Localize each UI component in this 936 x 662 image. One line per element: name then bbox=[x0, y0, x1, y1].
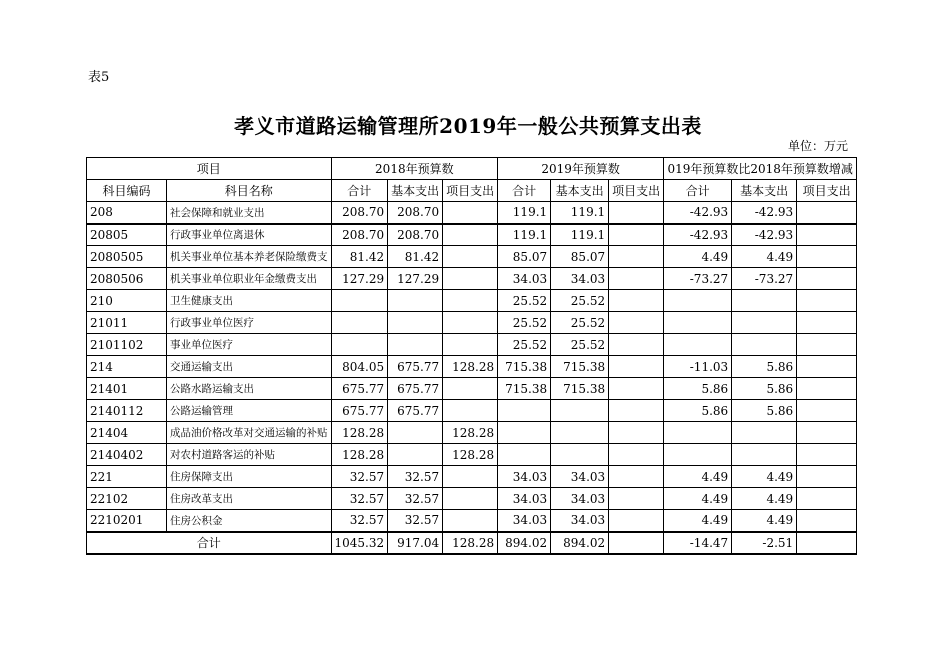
header-2018-project: 项目支出 bbox=[443, 180, 498, 202]
cell-2018-total: 32.57 bbox=[331, 466, 388, 488]
header-change: 019年预算数比2018年预算数增减 bbox=[664, 158, 857, 180]
header-2019-basic: 基本支出 bbox=[551, 180, 609, 202]
cell-code: 20805 bbox=[87, 224, 167, 246]
cell-2019-basic: 25.52 bbox=[551, 312, 609, 334]
cell-name: 交通运输支出 bbox=[167, 356, 332, 378]
cell-change-total: 4.49 bbox=[664, 488, 732, 510]
cell-change-total bbox=[664, 290, 732, 312]
cell-change-basic: 4.49 bbox=[732, 246, 797, 268]
cell-2018-total: 675.77 bbox=[331, 400, 388, 422]
cell-code: 214 bbox=[87, 356, 167, 378]
cell-name: 行政事业单位离退休 bbox=[167, 224, 332, 246]
total-change-project bbox=[797, 532, 857, 554]
table-row bbox=[87, 334, 857, 356]
page-title: 孝义市道路运输管理所2019年一般公共预算支出表 bbox=[234, 114, 702, 138]
cell-name: 公路运输管理 bbox=[167, 400, 332, 422]
header-2018-total: 合计 bbox=[331, 180, 388, 202]
cell-2019-project bbox=[609, 290, 664, 312]
cell-2019-basic: 119.1 bbox=[551, 224, 609, 246]
cell-change-basic: -73.27 bbox=[732, 268, 797, 290]
cell-change-total bbox=[664, 444, 732, 466]
cell-2018-project bbox=[443, 202, 498, 224]
table-row bbox=[87, 312, 857, 334]
cell-2018-total: 208.70 bbox=[331, 224, 388, 246]
cell-name: 对农村道路客运的补贴 bbox=[167, 444, 332, 466]
cell-change-project bbox=[797, 510, 857, 532]
table-row bbox=[87, 378, 857, 400]
cell-2018-total: 804.05 bbox=[331, 356, 388, 378]
cell-2018-project bbox=[443, 246, 498, 268]
cell-2019-total bbox=[498, 422, 551, 444]
cell-name: 机关事业单位职业年金缴费支出 bbox=[167, 268, 332, 290]
cell-change-basic bbox=[732, 444, 797, 466]
cell-2019-project bbox=[609, 246, 664, 268]
cell-2019-basic: 34.03 bbox=[551, 510, 609, 532]
cell-name: 住房改革支出 bbox=[167, 488, 332, 510]
cell-change-total: 4.49 bbox=[664, 246, 732, 268]
cell-2019-basic bbox=[551, 400, 609, 422]
table-row bbox=[87, 356, 857, 378]
cell-2019-total: 34.03 bbox=[498, 466, 551, 488]
cell-code: 221 bbox=[87, 466, 167, 488]
cell-2018-basic: 208.70 bbox=[388, 202, 443, 224]
cell-2018-basic: 675.77 bbox=[388, 378, 443, 400]
cell-2019-total: 715.38 bbox=[498, 378, 551, 400]
total-change-total: -14.47 bbox=[664, 532, 732, 554]
cell-2019-total: 34.03 bbox=[498, 510, 551, 532]
cell-change-basic bbox=[732, 290, 797, 312]
cell-change-project bbox=[797, 224, 857, 246]
cell-2019-total: 119.1 bbox=[498, 202, 551, 224]
total-2018-basic: 917.04 bbox=[388, 532, 443, 554]
total-2018-total: 1045.32 bbox=[331, 532, 388, 554]
budget-table bbox=[86, 157, 857, 555]
header-change-total: 合计 bbox=[664, 180, 732, 202]
cell-2019-basic bbox=[551, 444, 609, 466]
cell-change-project bbox=[797, 268, 857, 290]
cell-change-total: -73.27 bbox=[664, 268, 732, 290]
cell-name: 成品油价格改革对交通运输的补贴 bbox=[167, 422, 332, 444]
header-2018-basic: 基本支出 bbox=[388, 180, 443, 202]
cell-change-project bbox=[797, 422, 857, 444]
cell-2019-total bbox=[498, 400, 551, 422]
cell-change-total: -42.93 bbox=[664, 224, 732, 246]
cell-2018-basic: 32.57 bbox=[388, 466, 443, 488]
cell-2018-basic: 81.42 bbox=[388, 246, 443, 268]
cell-2018-basic bbox=[388, 334, 443, 356]
cell-code: 210 bbox=[87, 290, 167, 312]
cell-name: 社会保障和就业支出 bbox=[167, 202, 332, 224]
header-row-2 bbox=[87, 180, 857, 202]
cell-code: 208 bbox=[87, 202, 167, 224]
cell-2018-basic: 32.57 bbox=[388, 510, 443, 532]
cell-2018-project: 128.28 bbox=[443, 356, 498, 378]
cell-code: 22102 bbox=[87, 488, 167, 510]
cell-2018-total: 675.77 bbox=[331, 378, 388, 400]
cell-2018-project: 128.28 bbox=[443, 422, 498, 444]
cell-2018-total: 32.57 bbox=[331, 510, 388, 532]
cell-2018-total bbox=[331, 334, 388, 356]
cell-2018-project bbox=[443, 378, 498, 400]
cell-2018-basic: 675.77 bbox=[388, 356, 443, 378]
cell-2019-total: 25.52 bbox=[498, 290, 551, 312]
cell-change-basic: 5.86 bbox=[732, 400, 797, 422]
cell-2018-basic bbox=[388, 444, 443, 466]
cell-2019-basic: 34.03 bbox=[551, 488, 609, 510]
cell-code: 21011 bbox=[87, 312, 167, 334]
table-row bbox=[87, 268, 857, 290]
table-row bbox=[87, 510, 857, 532]
header-change-project: 项目支出 bbox=[797, 180, 857, 202]
total-2019-total: 894.02 bbox=[498, 532, 551, 554]
cell-2018-basic: 32.57 bbox=[388, 488, 443, 510]
cell-2019-basic: 119.1 bbox=[551, 202, 609, 224]
cell-2019-project bbox=[609, 356, 664, 378]
cell-change-project bbox=[797, 202, 857, 224]
cell-2019-project bbox=[609, 444, 664, 466]
cell-2019-project bbox=[609, 378, 664, 400]
cell-2019-total bbox=[498, 444, 551, 466]
cell-change-project bbox=[797, 334, 857, 356]
cell-2018-basic: 208.70 bbox=[388, 224, 443, 246]
cell-2019-project bbox=[609, 202, 664, 224]
cell-2019-basic: 25.52 bbox=[551, 334, 609, 356]
cell-2019-basic: 85.07 bbox=[551, 246, 609, 268]
cell-change-project bbox=[797, 312, 857, 334]
cell-2019-project bbox=[609, 312, 664, 334]
cell-name: 行政事业单位医疗 bbox=[167, 312, 332, 334]
table-row bbox=[87, 246, 857, 268]
cell-2018-total: 128.28 bbox=[331, 444, 388, 466]
cell-2019-total: 34.03 bbox=[498, 488, 551, 510]
cell-2018-total: 128.28 bbox=[331, 422, 388, 444]
header-change-basic: 基本支出 bbox=[732, 180, 797, 202]
cell-code: 21401 bbox=[87, 378, 167, 400]
cell-code: 2210201 bbox=[87, 510, 167, 532]
table-row bbox=[87, 466, 857, 488]
table-row bbox=[87, 400, 857, 422]
cell-2018-basic bbox=[388, 422, 443, 444]
cell-name: 事业单位医疗 bbox=[167, 334, 332, 356]
cell-change-total bbox=[664, 312, 732, 334]
cell-2018-project bbox=[443, 334, 498, 356]
header-row-1 bbox=[87, 158, 857, 180]
cell-change-project bbox=[797, 378, 857, 400]
cell-2018-total bbox=[331, 312, 388, 334]
cell-2018-project: 128.28 bbox=[443, 444, 498, 466]
cell-2019-project bbox=[609, 268, 664, 290]
cell-2018-project bbox=[443, 466, 498, 488]
table-row bbox=[87, 444, 857, 466]
total-label: 合计 bbox=[87, 532, 332, 554]
cell-code: 2140402 bbox=[87, 444, 167, 466]
cell-2019-total: 25.52 bbox=[498, 334, 551, 356]
cell-2018-project bbox=[443, 290, 498, 312]
cell-change-total bbox=[664, 334, 732, 356]
cell-change-project bbox=[797, 290, 857, 312]
table-label: 表5 bbox=[88, 70, 110, 85]
cell-2019-project bbox=[609, 466, 664, 488]
header-2019: 2019年预算数 bbox=[498, 158, 664, 180]
total-row bbox=[87, 532, 857, 554]
cell-change-basic: -42.93 bbox=[732, 224, 797, 246]
cell-change-total bbox=[664, 422, 732, 444]
cell-2019-basic: 34.03 bbox=[551, 268, 609, 290]
cell-change-total: -11.03 bbox=[664, 356, 732, 378]
total-2018-project: 128.28 bbox=[443, 532, 498, 554]
cell-2019-basic: 34.03 bbox=[551, 466, 609, 488]
cell-2018-basic: 675.77 bbox=[388, 400, 443, 422]
cell-2018-project bbox=[443, 312, 498, 334]
cell-2019-project bbox=[609, 422, 664, 444]
cell-name: 机关事业单位基本养老保险缴费支 bbox=[167, 246, 332, 268]
cell-2019-project bbox=[609, 224, 664, 246]
cell-2019-project bbox=[609, 400, 664, 422]
total-2019-project bbox=[609, 532, 664, 554]
cell-change-basic: 4.49 bbox=[732, 488, 797, 510]
cell-change-total: 4.49 bbox=[664, 466, 732, 488]
cell-2018-total bbox=[331, 290, 388, 312]
cell-change-basic: 5.86 bbox=[732, 378, 797, 400]
cell-code: 2080506 bbox=[87, 268, 167, 290]
table-row bbox=[87, 290, 857, 312]
cell-change-basic bbox=[732, 422, 797, 444]
cell-2018-total: 208.70 bbox=[331, 202, 388, 224]
header-2018: 2018年预算数 bbox=[331, 158, 498, 180]
cell-2018-project bbox=[443, 268, 498, 290]
cell-change-project bbox=[797, 466, 857, 488]
cell-code: 2140112 bbox=[87, 400, 167, 422]
cell-change-basic: -42.93 bbox=[732, 202, 797, 224]
cell-2019-project bbox=[609, 334, 664, 356]
table-row bbox=[87, 202, 857, 224]
cell-change-project bbox=[797, 400, 857, 422]
cell-2019-basic: 715.38 bbox=[551, 356, 609, 378]
cell-code: 21404 bbox=[87, 422, 167, 444]
table-row bbox=[87, 422, 857, 444]
cell-change-project bbox=[797, 246, 857, 268]
cell-2018-basic bbox=[388, 290, 443, 312]
cell-2019-basic bbox=[551, 422, 609, 444]
cell-name: 卫生健康支出 bbox=[167, 290, 332, 312]
cell-2018-project bbox=[443, 488, 498, 510]
cell-2019-total: 119.1 bbox=[498, 224, 551, 246]
header-item: 项目 bbox=[87, 158, 332, 180]
cell-2018-basic bbox=[388, 312, 443, 334]
cell-change-basic: 5.86 bbox=[732, 356, 797, 378]
table-row bbox=[87, 488, 857, 510]
cell-2019-project bbox=[609, 488, 664, 510]
header-name: 科目名称 bbox=[167, 180, 332, 202]
cell-2019-total: 715.38 bbox=[498, 356, 551, 378]
cell-change-total: 5.86 bbox=[664, 378, 732, 400]
cell-2019-basic: 715.38 bbox=[551, 378, 609, 400]
table-row bbox=[87, 224, 857, 246]
cell-2019-total: 85.07 bbox=[498, 246, 551, 268]
cell-change-basic bbox=[732, 334, 797, 356]
cell-change-total: -42.93 bbox=[664, 202, 732, 224]
cell-2018-basic: 127.29 bbox=[388, 268, 443, 290]
cell-2018-total: 81.42 bbox=[331, 246, 388, 268]
cell-name: 住房保障支出 bbox=[167, 466, 332, 488]
total-change-basic: -2.51 bbox=[732, 532, 797, 554]
cell-name: 公路水路运输支出 bbox=[167, 378, 332, 400]
cell-name: 住房公积金 bbox=[167, 510, 332, 532]
header-2019-project: 项目支出 bbox=[609, 180, 664, 202]
cell-2018-project bbox=[443, 510, 498, 532]
cell-change-total: 4.49 bbox=[664, 510, 732, 532]
cell-change-basic: 4.49 bbox=[732, 510, 797, 532]
cell-2018-project bbox=[443, 400, 498, 422]
unit-label: 单位：万元 bbox=[787, 139, 848, 153]
header-2019-total: 合计 bbox=[498, 180, 551, 202]
cell-change-project bbox=[797, 444, 857, 466]
cell-change-basic bbox=[732, 312, 797, 334]
cell-2019-total: 25.52 bbox=[498, 312, 551, 334]
total-2019-basic: 894.02 bbox=[551, 532, 609, 554]
cell-2019-total: 34.03 bbox=[498, 268, 551, 290]
cell-change-basic: 4.49 bbox=[732, 466, 797, 488]
cell-code: 2080505 bbox=[87, 246, 167, 268]
cell-2018-project bbox=[443, 224, 498, 246]
cell-2018-total: 32.57 bbox=[331, 488, 388, 510]
cell-change-project bbox=[797, 488, 857, 510]
header-code: 科目编码 bbox=[87, 180, 167, 202]
cell-2018-total: 127.29 bbox=[331, 268, 388, 290]
cell-2019-basic: 25.52 bbox=[551, 290, 609, 312]
cell-code: 2101102 bbox=[87, 334, 167, 356]
cell-2019-project bbox=[609, 510, 664, 532]
cell-change-total: 5.86 bbox=[664, 400, 732, 422]
cell-change-project bbox=[797, 356, 857, 378]
